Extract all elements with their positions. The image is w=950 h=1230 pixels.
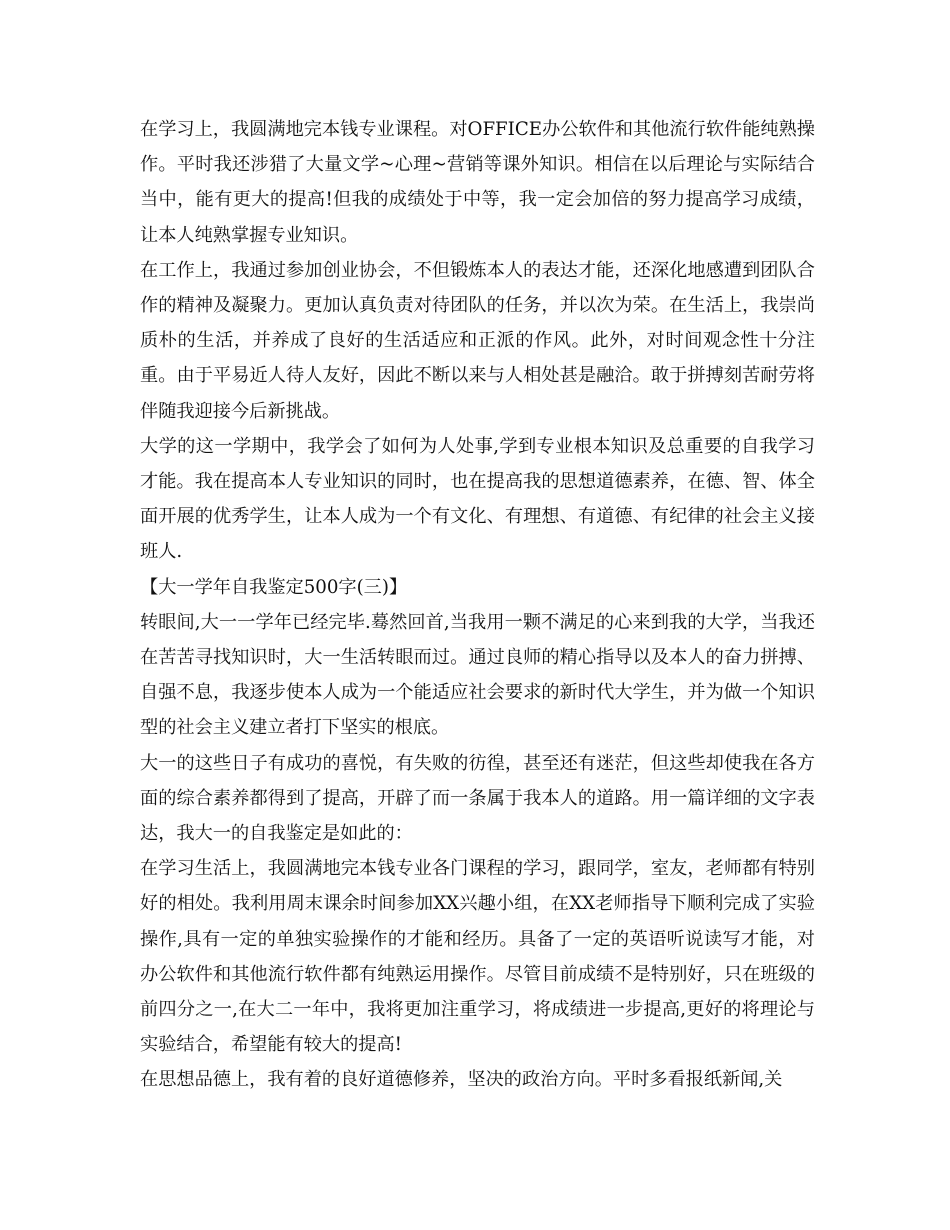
paragraph-study-life: 在学习生活上，我圆满地完本钱专业各门课程的学习，跟同学，室友，老师都有特别好的相处。我利用周末课余时间参加XX兴趣小组，在XX老师指导下顺利完成了实验操作,具有一定的单独实验操作的才能和经历。具备了一定的英语听说读写才能，对办公软件和其他流行软件都有纯熟运用操作。尽管目前成绩不是特别好，只在班级的前四分之一,在大二一年中，我将更加注重学习，将成绩进一步提高,更好的将理论与实验结合，希望能有较大的提高!	[140, 858, 815, 1056]
paragraph-semester: 大学的这一学期中，我学会了如何为人处事,学到专业根本知识及总重要的自我学习才能。我在提高本人专业知识的同时，也在提高我的思想道德素养，在德、智、体全面开展的优秀学生，让本人成为一个有文化、有理想、有道德、有纪律的社会主义接班人.	[140, 435, 815, 563]
paragraph-work: 在工作上，我通过参加创业协会，不但锻炼本人的表达才能，还深化地感遭到团队合作的精神及凝聚力。更加认真负责对待团队的任务，并以次为荣。在生活上，我崇尚质朴的生活，并养成了良好的生活适应和正派的作风。此外，对时间观念性十分注重。由于平易近人待人友好，因此不断以来与人相处甚是融洽。敢于拼搏刻苦耐劳将伴随我迎接今后新挑战。	[140, 259, 815, 422]
paragraph-intro: 转眼间,大一一学年已经完毕.蓦然回首,当我用一颗不满足的心来到我的大学，当我还在苦苦寻找知识时，大一生活转眼而过。通过良师的精心指导以及本人的奋力拼搏、自强不息，我逐步使本人成为一个能适应社会要求的新时代大学生，并为做一个知识型的社会主义建立者打下坚实的根底。	[140, 611, 815, 739]
paragraph-study: 在学习上，我圆满地完本钱专业课程。对OFFICE办公软件和其他流行软件能纯熟操作。平时我还涉猎了大量文学~心理~营销等课外知识。相信在以后理论与实际结合当中，能有更大的提高!但我的成绩处于中等，我一定会加倍的努力提高学习成绩，让本人纯熟掌握专业知识。	[140, 119, 815, 246]
section-heading: 【大一学年自我鉴定500字(三)】	[140, 576, 408, 598]
document-body	[140, 112, 815, 1098]
paragraph-reflection: 大一的这些日子有成功的喜悦，有失败的彷徨，甚至还有迷茫，但这些却使我在各方面的综合素养都得到了提高，开辟了而一条属于我本人的道路。用一篇详细的文字表达，我大一的自我鉴定是如此的：	[140, 752, 815, 845]
paragraph-morality: 在思想品德上，我有着的良好道德修养，坚决的政治方向。平时多看报纸新闻,关	[140, 1069, 783, 1091]
